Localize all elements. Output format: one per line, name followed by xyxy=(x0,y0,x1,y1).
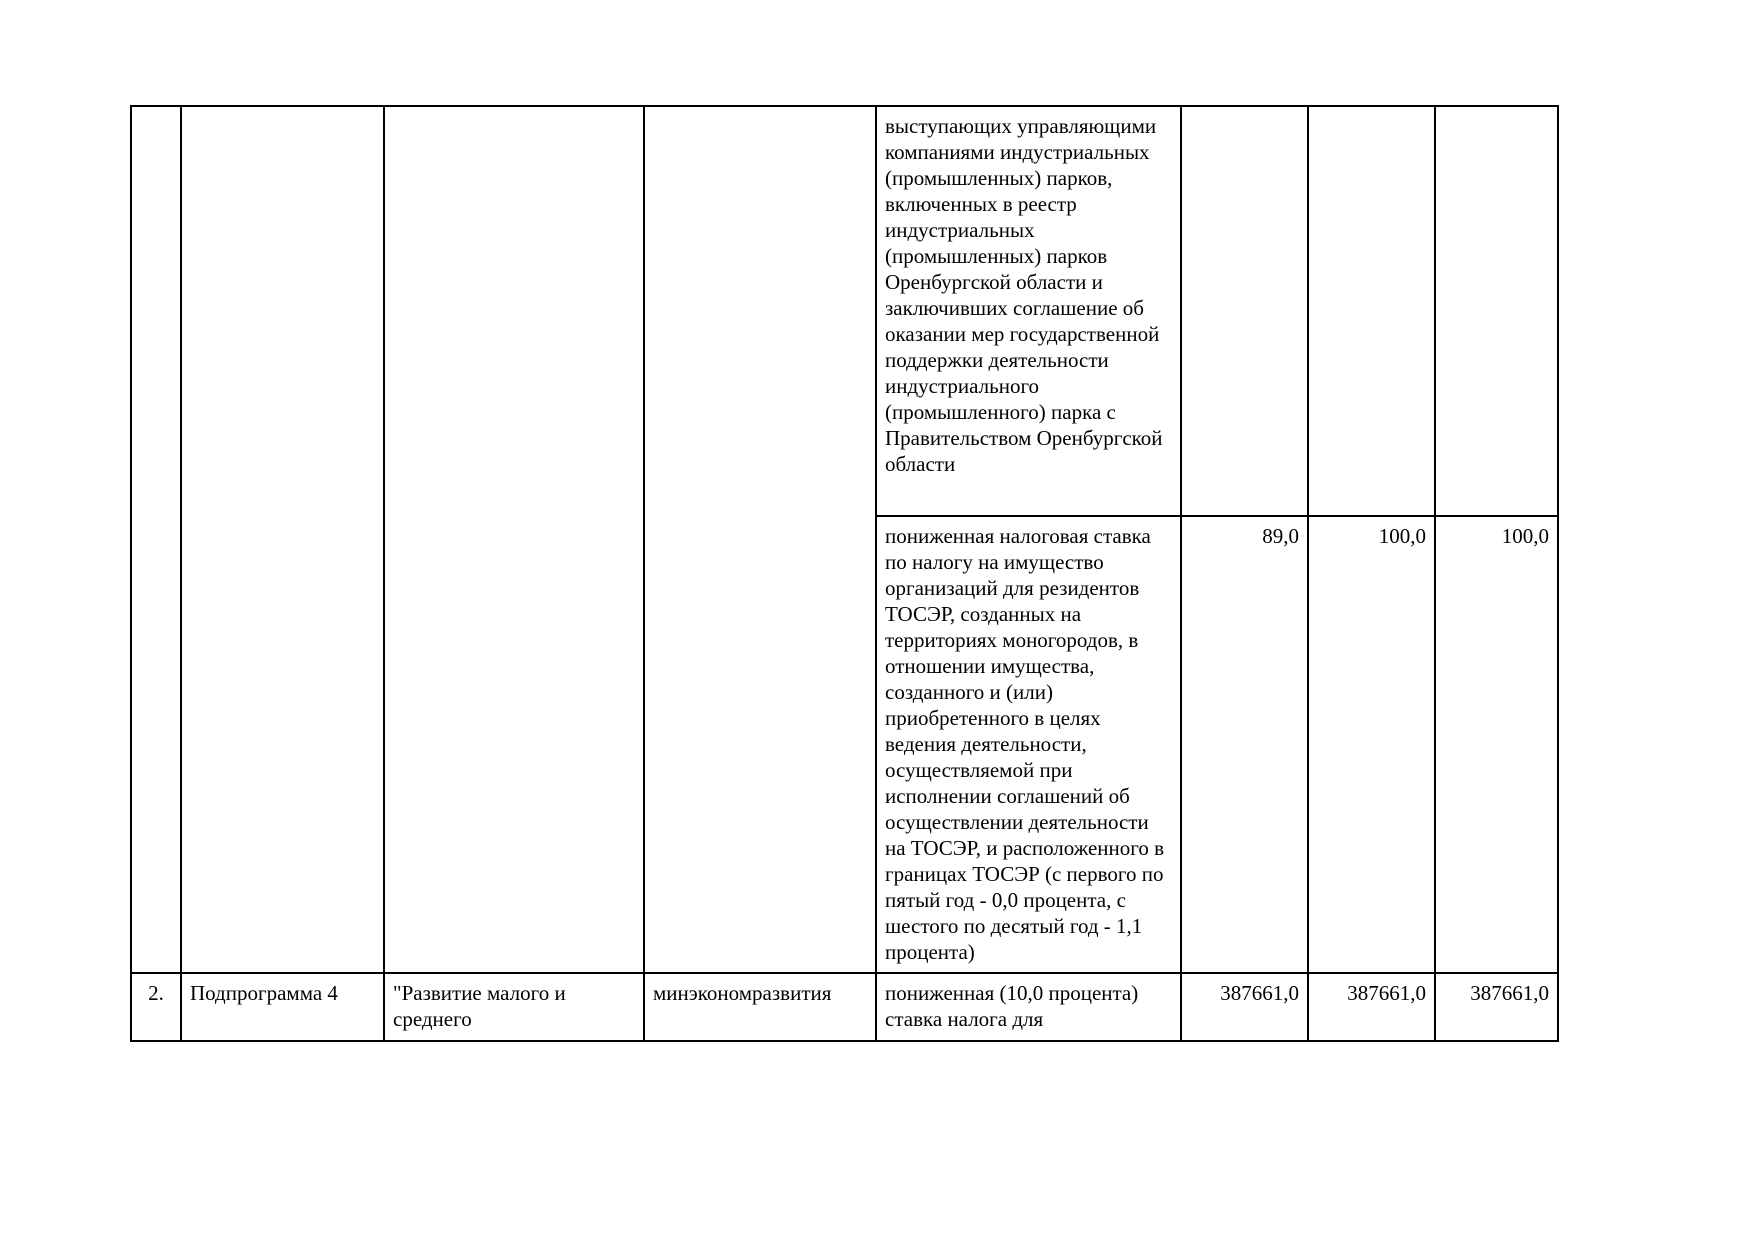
cell-measure-continuation: выступающих управляющими компаниями индустриальных (промышленных) парков, включенных в реестр индустриальных (промышленных) парков Оренбургской области и заключивших соглашение об оказании мер государственной поддержки деятельности индустриального (промышленного) парка с Правительством Оренбургской области xyxy=(876,106,1181,516)
cell-subprogram-label: Подпрограмма 4 xyxy=(181,973,384,1041)
cell-row-number: 2. xyxy=(131,973,181,1041)
cell-subprogram-name: "Развитие малого и среднего xyxy=(384,973,644,1041)
cell-measure-description: пониженная налоговая ставка по налогу на имущество организаций для резидентов ТОСЭР, созданных на территориях моногородов, в отношении имущества, созданного и (или) приобретенного в целях ведения деятельности, осуществляемой при исполнении соглашений об осуществлении деятельности на ТОСЭР, и расположенного в границах ТОСЭР (с первого по пятый год - 0,0 процента, с шестого по десятый год - 1,1 процента) xyxy=(876,516,1181,973)
cell-value-2-empty xyxy=(1308,106,1435,516)
table-row-subprogram-4 xyxy=(131,973,1558,1041)
cell-executor: минэкономразвития xyxy=(644,973,876,1041)
cell-value-3-empty xyxy=(1435,106,1558,516)
cell-value-3: 387661,0 xyxy=(1435,973,1558,1041)
tax-benefits-table xyxy=(130,105,1559,1042)
cell-measure-description: пониженная (10,0 процента) ставка налога для xyxy=(876,973,1181,1041)
cell-value-2: 387661,0 xyxy=(1308,973,1435,1041)
cell-number-empty xyxy=(131,106,181,973)
cell-executor-empty xyxy=(644,106,876,973)
cell-subprogram-empty xyxy=(181,106,384,973)
cell-value-1-empty xyxy=(1181,106,1308,516)
cell-value-2: 100,0 xyxy=(1308,516,1435,973)
cell-value-3: 100,0 xyxy=(1435,516,1558,973)
cell-name-empty xyxy=(384,106,644,973)
table-row-continuation-top xyxy=(131,106,1558,516)
cell-value-1: 89,0 xyxy=(1181,516,1308,973)
cell-value-1: 387661,0 xyxy=(1181,973,1308,1041)
